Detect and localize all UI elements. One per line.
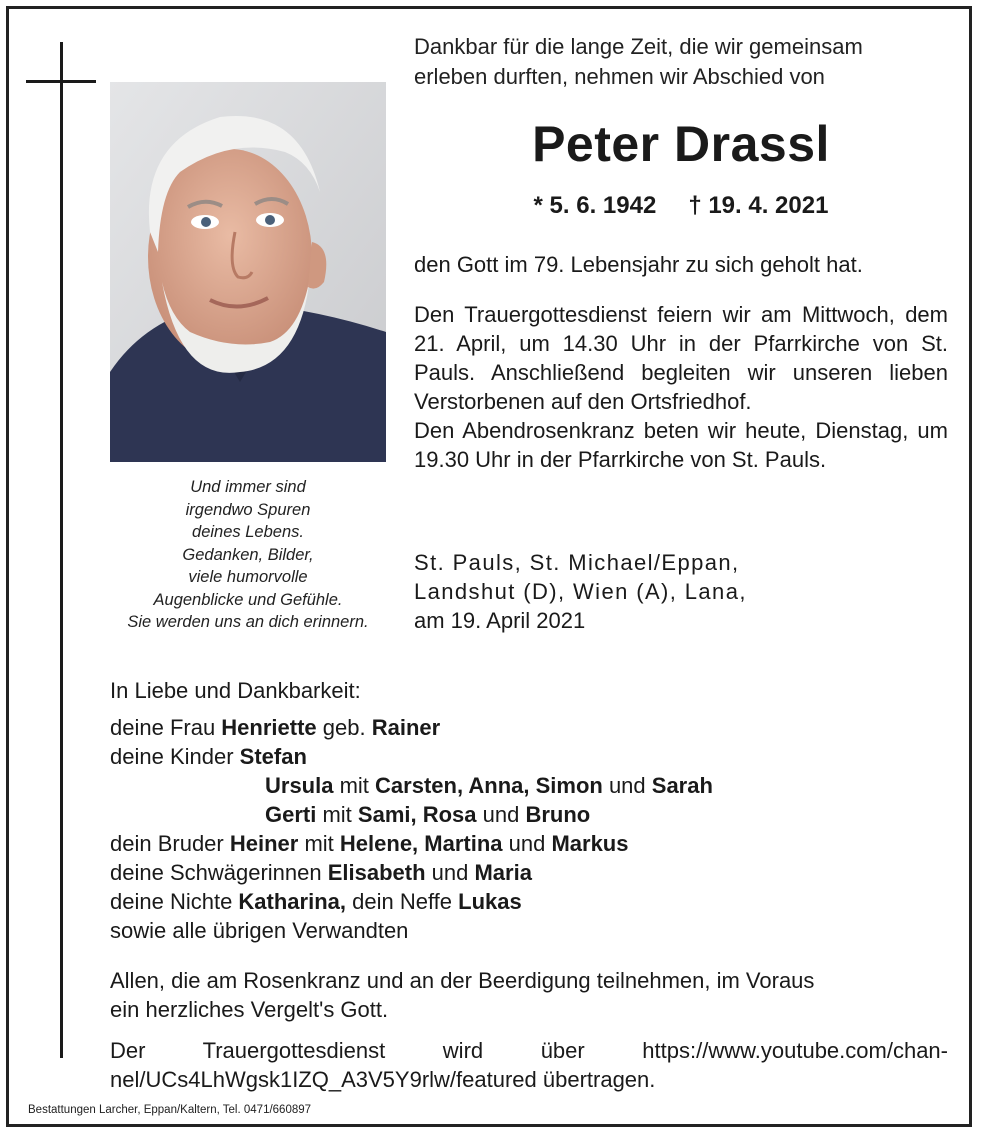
mourners-list [110,676,950,945]
quote-line: Augenblicke und Gefühle. [153,590,343,609]
notice-date: am 19. April 2021 [414,608,586,633]
funeral-service-text: Den Trauergottesdienst feiern wir am Mittwoch, dem 21. April, um 14.30 Uhr in der Pfarrkirche von St. Pauls. Anschließend begleiten wir unseren lieben Verstorbenen auf den Ortsfriedhof. [414,302,948,414]
places-line-2: Landshut (D), Wien (A), Lana, [414,579,747,604]
livestream-line-2: nel/UCs4LhWgsk1IZQ_A3V5Y9rlw/featured übertragen. [110,1067,656,1092]
quote-line: Gedanken, Bilder, [182,545,314,564]
quote-line: Und immer sind [190,478,306,496]
thanks-text [110,966,950,1024]
livestream-info [110,1036,948,1094]
mourner-sisters-in-law: deine Schwägerinnen Elisabeth und Maria [110,860,532,885]
places-line-1: St. Pauls, St. Michael/Eppan, [414,550,740,575]
mourners-heading: In Liebe und Dankbarkeit: [110,678,361,703]
mourner-brother: dein Bruder Heiner mit Helene, Martina und Markus [110,831,629,856]
quote-line: viele humorvolle [188,568,308,586]
mourner-child-gerti: Gerti mit Sami, Rosa und Bruno [265,802,591,827]
intro-text [414,32,954,92]
rosary-text: Den Abendrosenkranz beten wir heute, Dienstag, um 19.30 Uhr in der Pfarrkirche von St. Pauls. [414,418,948,472]
quote-line: irgendwo Spuren [185,500,311,519]
deceased-name: Peter Drassl [532,116,830,172]
mourner-children: deine Kinder Stefan [110,744,307,769]
quote-line: Sie werden uns an dich erinnern. [127,613,369,631]
mourner-child-ursula: Ursula mit Carsten, Anna, Simon und Sarah [265,773,713,798]
age-line: den Gott im 79. Lebensjahr zu sich geholt hat. [414,252,863,277]
birth-date: * 5. 6. 1942 [533,192,657,219]
mourner-wife: deine Frau Henriette geb. Rainer [110,715,441,740]
intro-line-1: Dankbar für die lange Zeit, die wir gemeinsam [414,34,863,59]
quote-line: deines Lebens. [192,523,304,541]
portrait-photo [110,82,386,462]
memorial-quote [100,476,396,634]
death-date: † 19. 4. 2021 [688,192,829,219]
cross-icon-bar [26,80,96,83]
mourner-others: sowie alle übrigen Verwandten [110,918,409,943]
mourner-niece-nephew: deine Nichte Katharina, dein Neffe Lukas [110,889,522,914]
service-info [414,300,948,474]
funeral-home-footer: Bestattungen Larcher, Eppan/Kaltern, Tel. 0471/660897 [28,1104,312,1116]
places-block [414,548,948,635]
livestream-line-1: Der Trauergottesdienst wird über https://www.youtube.com/chan- [110,1038,948,1063]
thanks-line-2: ein herzliches Vergelt's Gott. [110,997,389,1022]
cross-icon [60,42,63,1058]
thanks-line-1: Allen, die am Rosenkranz und an der Beerdigung teilnehmen, im Voraus [110,968,815,993]
intro-line-2: erleben durften, nehmen wir Abschied von [414,64,825,89]
life-dates [414,190,948,222]
